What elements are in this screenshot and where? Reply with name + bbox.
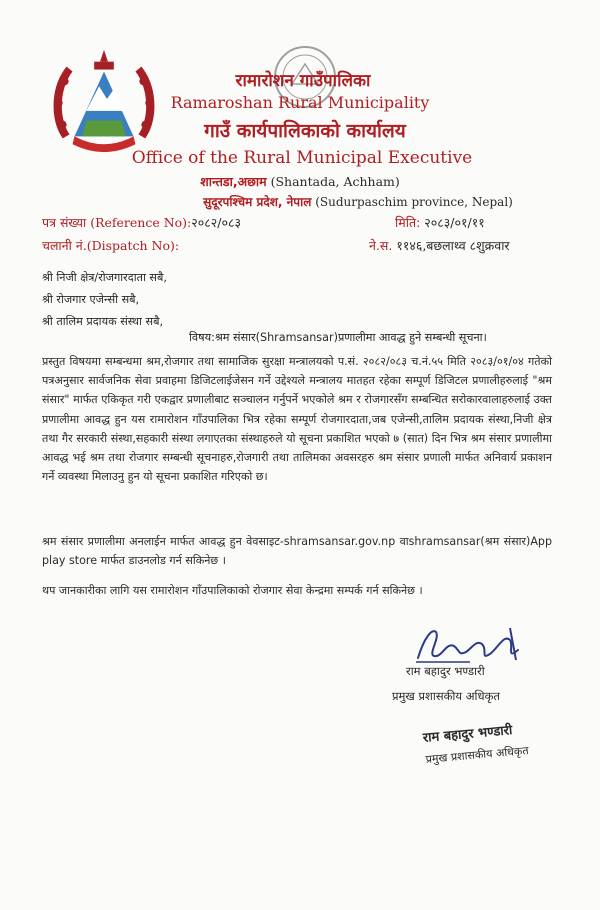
- dispatch-number: चलानी नं.(Dispatch No):: [42, 238, 180, 253]
- nepal-samvat-date: ने.स. ११४६,बछलाथ्व ८शुक्रवार: [369, 238, 510, 253]
- reference-number: पत्र संख्या (Reference No):२०८२/०८३: [42, 215, 241, 230]
- stamp-name: राम बहादुर भण्डारी: [422, 723, 513, 746]
- stamp-title: प्रमुख प्रशासकीय अधिकृत: [425, 743, 530, 766]
- address-1-english: (Shantada, Achham): [270, 174, 400, 189]
- municipality-name-nepali: रामारोशन गाउँपालिका: [235, 71, 371, 91]
- body-paragraph-3: थप जानकारीका लागि यस रामारोशन गाँउपालिकाको रोजगार सेवा केन्द्रमा सम्पर्क गर्न सकिनेछ ।: [42, 584, 423, 597]
- signature-icon: [410, 620, 530, 668]
- address-line-1: [0, 173, 600, 190]
- address-1-nepali: शान्तडा,अछाम: [200, 174, 267, 189]
- address-2-english: (Sudurpaschim province, Nepal): [315, 195, 513, 209]
- recipient-2: श्री रोजगार एजेन्सी सबै,: [42, 293, 140, 306]
- body-paragraph-1: प्रस्तुत विषयमा सम्बन्धमा श्रम,रोजगार तथा सामाजिक सुरक्षा मन्त्रालयको प.सं. २०८२/०८३ च.नं.५५ मिति २०८३/०१/०४ गतेको पत्रअनुसार सार्वजनिक सेवा प्रवाहमा डिजिटलाईजेसन गर्ने उद्देश्यले मन्त्रालय मातहत रहेका सम्पूर्ण डिजिटल प्रणालीहरुलाई "श्रम संसार" मार्फत एकिकृत गरी एकद्वार प्रणालीबाट सञ्चालन गर्नुपर्ने भएकोले श्रम र रोजगारसँग सम्बन्धित सरोकारवालाहरुलाई उक्त प्रणालीमा आवद्ध हुन यस रामारोशन गाँउपालिका भित्र रहेका सम्पूर्ण रोजगारदाता,जब एजेन्सी,तालिम प्रदायक संस्था,निजी क्षेत्र तथा गैर सरकारी संस्था,सहकारी संस्था लगाएतका संस्थाहरुले यो सूचना प्रकाशित भएको ७ (सात) दिन भित्र श्रम संसार प्रणालीमा आवद्ध भई श्रम तथा रोजगार सम्बन्धी सूचनाहरु,रोजगारी तथा तालिमका अवसरहरु श्रम संसार प्रणाली मार्फत अनिवार्य प्रकाशन गर्ने व्यवस्था मिलाउनु हुन यो सूचना प्रकाशित गरिएको छ।: [42, 355, 552, 484]
- signatory-title: प्रमुख प्रशासकीय अधिकृत: [392, 689, 500, 703]
- recipient-1: श्री निजी क्षेत्र/रोजगारदाता सबै,: [42, 271, 167, 284]
- signatory-name: राम बहादुर भण्डारी: [406, 664, 485, 678]
- address-line-2: [58, 193, 600, 210]
- subject-line: विषय:श्रम संसार(Shramsansar)प्रणालीमा आवद्ध हुने सम्बन्धी सूचना।: [189, 331, 487, 344]
- letter-date: मिति: २०८३/०१/११: [395, 215, 485, 230]
- municipality-name-english: Ramaroshan Rural Municipality: [170, 93, 430, 112]
- body-paragraph-2: श्रम संसार प्रणालीमा अनलाईन मार्फत आवद्ध हुन वेवसाइट-shramsansar.gov.np वाshramsansar(श्रम संसार)App play store मार्फत डाउनलोड गर्न सकिनेछ ।: [42, 535, 552, 568]
- recipient-3: श्री तालिम प्रदायक संस्था सबै,: [42, 315, 164, 328]
- office-name-nepali: गाउँ कार्यपालिकाको कार्यालय: [204, 120, 406, 142]
- office-name-english: Office of the Rural Municipal Executive: [131, 148, 473, 168]
- address-2-nepali: सुदूरपश्चिम प्रदेश, नेपाल: [203, 195, 312, 209]
